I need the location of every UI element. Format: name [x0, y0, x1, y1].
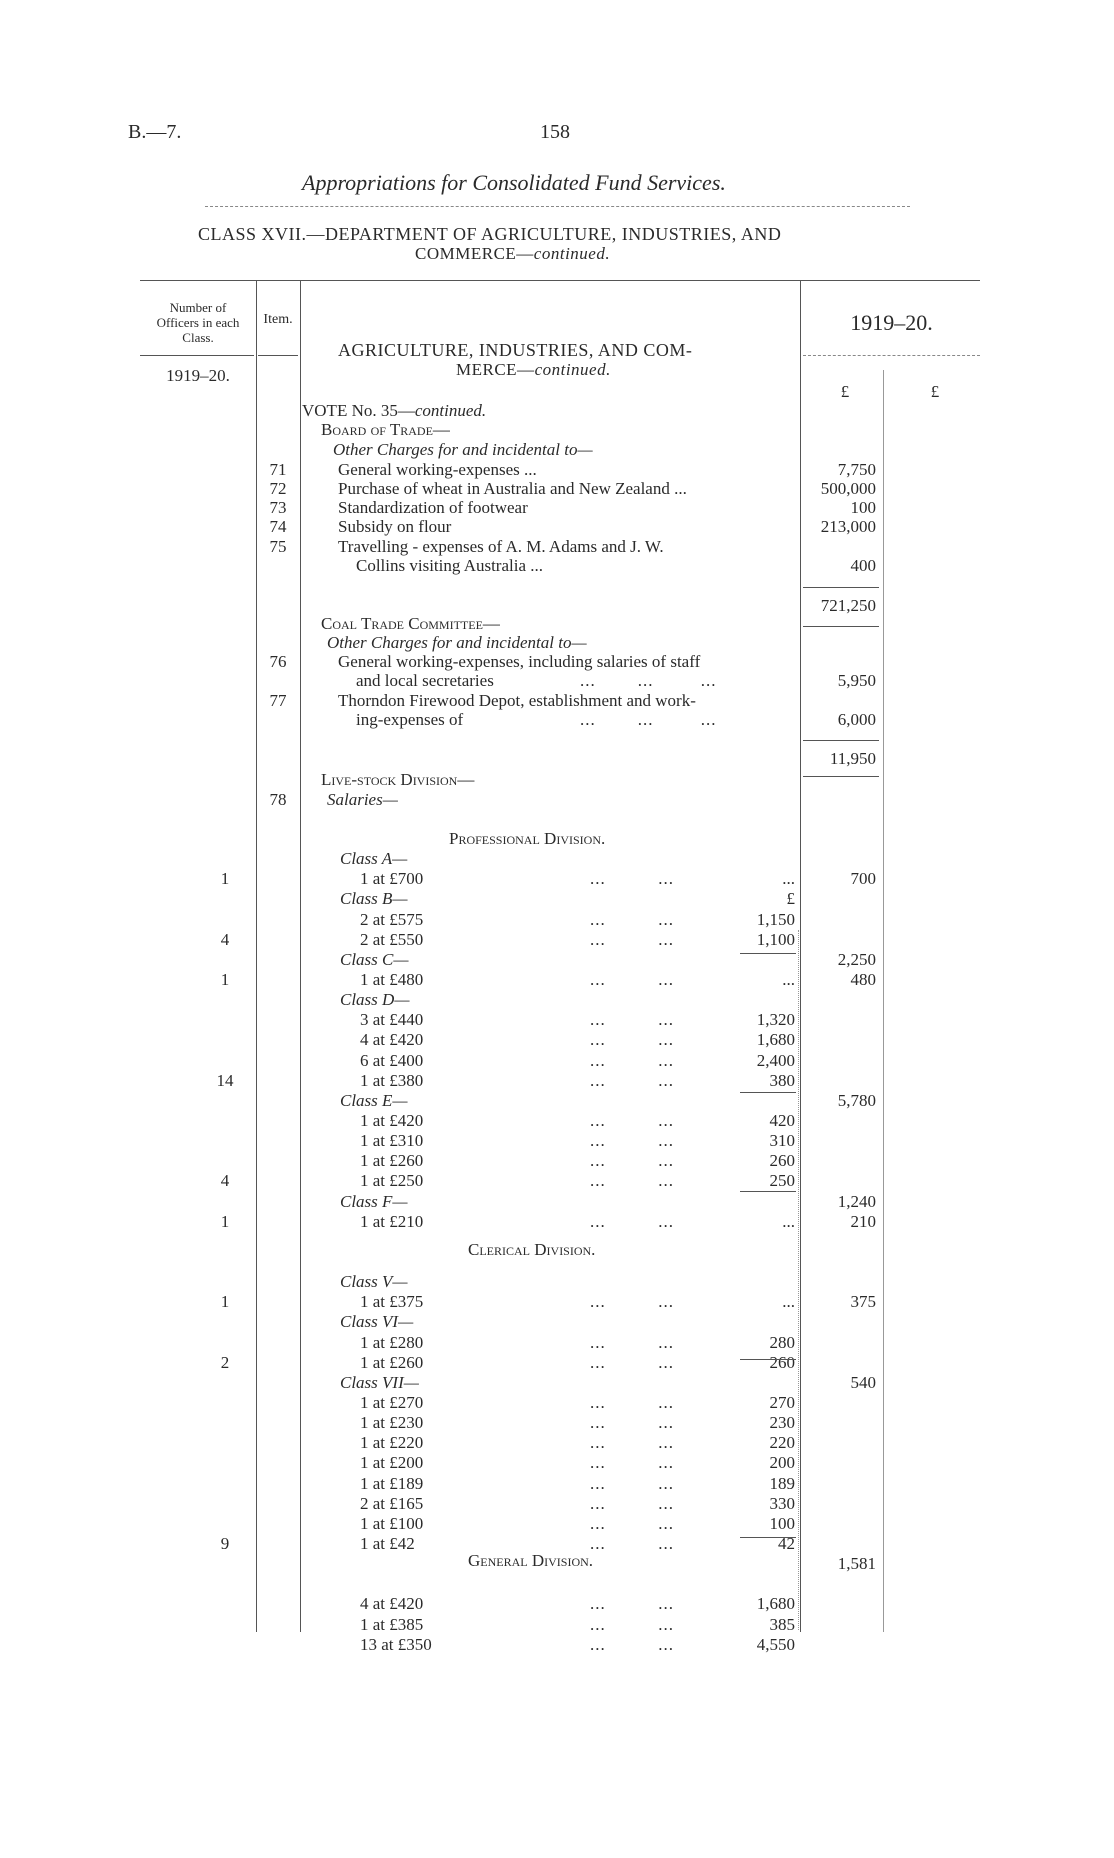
salary-rate: 1 at £310 — [360, 1131, 424, 1150]
title-rule — [205, 206, 910, 207]
salary-rate: 1 at £280 — [360, 1333, 424, 1352]
line-amount: 230 — [769, 1413, 795, 1432]
board-item-text: General working-expenses ... — [338, 460, 537, 479]
class-total-amount: 210 — [850, 1212, 876, 1231]
leader-dots: ... ... — [590, 1615, 674, 1634]
officers-head-rule — [140, 355, 254, 356]
coal-item-76-text-line1: General working-expenses, including salaries of staff — [338, 652, 701, 671]
officer-count: 1 — [220, 1212, 230, 1231]
board-item-text: Travelling - expenses of A. M. Adams and J. W. — [338, 537, 664, 556]
amount-subcolumn-divider — [883, 370, 884, 1632]
class-heading-line1: CLASS XVII.—DEPARTMENT OF AGRICULTURE, INDUSTRIES, AND — [198, 224, 782, 244]
salary-rate: 1 at £100 — [360, 1514, 424, 1533]
coal-total: 11,950 — [829, 749, 876, 768]
year-head-rule — [803, 355, 980, 356]
line-amount: 260 — [769, 1151, 795, 1170]
leader-dots: ... ... — [590, 1353, 674, 1372]
leader-dots: ... ... — [590, 1131, 674, 1150]
leader-dots: ... ... — [590, 1212, 674, 1231]
line-amount: 1,680 — [756, 1594, 795, 1613]
board-total-rule — [803, 626, 879, 627]
section-title-line1: AGRICULTURE, INDUSTRIES, AND COM- — [338, 340, 693, 360]
line-amount: 260 — [769, 1353, 795, 1372]
leader-dots: ... ... — [590, 1071, 674, 1090]
class-heading-word: COMMERCE— — [415, 244, 534, 263]
salary-rate: 1 at £42 — [360, 1534, 415, 1553]
table-top-rule — [140, 280, 980, 281]
pound-sign-column1: £ — [840, 382, 850, 401]
line-amount: 2,400 — [756, 1051, 795, 1070]
leader-dots: ... ... — [590, 1010, 674, 1029]
salary-rate: 4 at £420 — [360, 1030, 424, 1049]
item-number: 78 — [269, 790, 287, 809]
leader-dots: ... ... — [590, 1292, 674, 1311]
item-column-header: Item. — [263, 312, 293, 327]
salaries-label: Salaries— — [327, 790, 398, 809]
board-subtotal-rule — [803, 587, 879, 588]
line-amount: ... — [782, 869, 795, 888]
salary-rate: 1 at £200 — [360, 1453, 424, 1472]
class-label: Class D— — [340, 990, 410, 1009]
leader-dots: ... ... — [590, 1151, 674, 1170]
officer-count: 1 — [220, 1292, 230, 1311]
coal-subtotal-rule — [803, 740, 879, 741]
page-title: Appropriations for Consolidated Fund Services. — [302, 170, 726, 195]
officer-count: 2 — [220, 1353, 230, 1372]
class-heading-continued: continued. — [533, 244, 611, 263]
board-item-text: Subsidy on flour — [338, 517, 452, 536]
board-of-trade-heading: Board of Trade— — [321, 420, 450, 439]
coal-item-77-amount: 6,000 — [837, 710, 876, 729]
leader-dots: ... ... — [590, 1594, 674, 1613]
line-amount: ... — [782, 1292, 795, 1311]
line-amount: 100 — [769, 1514, 795, 1533]
leader-dots: ... ... — [590, 869, 674, 888]
officer-count: 14 — [216, 1071, 234, 1090]
coal-item-76-text-line2: and local secretaries — [356, 671, 494, 690]
line-amount: 4,550 — [756, 1635, 795, 1654]
salary-rate: 1 at £420 — [360, 1111, 424, 1130]
class-total-amount: 540 — [850, 1373, 876, 1392]
line-amount: 280 — [769, 1333, 795, 1352]
class-label: Class VII— — [340, 1373, 419, 1392]
leader-dots: ... ... — [590, 1514, 674, 1533]
line-amount: 220 — [769, 1433, 795, 1452]
salary-rate: 1 at £375 — [360, 1292, 424, 1311]
salary-rate: 1 at £210 — [360, 1212, 424, 1231]
class-label: Class B— — [340, 889, 408, 908]
class-label: Class F— — [340, 1192, 408, 1211]
salary-rate: 1 at £220 — [360, 1433, 424, 1452]
line-amount: £ — [786, 889, 795, 908]
line-amount: 1,100 — [756, 930, 795, 949]
leader-dots: ... ... — [590, 1534, 674, 1553]
class-label: Class V— — [340, 1272, 408, 1291]
item-number: 71 — [269, 460, 287, 479]
salary-rate: 1 at £385 — [360, 1615, 424, 1634]
mid-column-rule — [798, 930, 799, 1630]
leader-dots: ... ... — [590, 1030, 674, 1049]
officers-year: 1919–20. — [166, 366, 230, 385]
vote-heading — [302, 401, 486, 421]
leader-dots: ... ... ... — [580, 671, 717, 690]
line-amount: 42 — [778, 1534, 795, 1553]
salary-rate: 1 at £189 — [360, 1474, 424, 1493]
line-amount: 1,680 — [756, 1030, 795, 1049]
officer-count: 1 — [220, 970, 230, 989]
item-head-rule — [258, 355, 298, 356]
board-item-amount: 213,000 — [820, 517, 876, 536]
salary-rate: 13 at £350 — [360, 1635, 432, 1654]
line-amount: 385 — [769, 1615, 795, 1634]
class-total-amount: 2,250 — [837, 950, 876, 969]
salary-rate: 1 at £700 — [360, 869, 424, 888]
leader-dots: ... ... — [590, 1051, 674, 1070]
officer-count: 4 — [220, 1171, 230, 1190]
class-e-subtotal-rule — [740, 1191, 796, 1192]
board-item-amount: 400 — [850, 556, 876, 575]
salary-rate: 1 at £480 — [360, 970, 424, 989]
officers-column-header — [140, 300, 256, 345]
coal-item-77-text-line2: ing-expenses of — [356, 710, 464, 729]
board-item-text: Purchase of wheat in Australia and New Zealand ... — [338, 479, 687, 498]
class-vii-subtotal-rule — [740, 1537, 796, 1538]
leader-dots: ... ... ... — [580, 710, 717, 729]
coal-total-rule — [803, 776, 879, 777]
section-title-word: MERCE— — [456, 360, 535, 379]
item-number: 73 — [269, 498, 287, 517]
line-amount: 330 — [769, 1494, 795, 1513]
salary-rate: 1 at £380 — [360, 1071, 424, 1090]
salary-rate: 3 at £440 — [360, 1010, 424, 1029]
board-item-text: Standardization of footwear — [338, 498, 528, 517]
line-amount: 189 — [769, 1474, 795, 1493]
salary-rate: 1 at £260 — [360, 1151, 424, 1170]
leader-dots: ... ... — [590, 1111, 674, 1130]
class-label: Class E— — [340, 1091, 408, 1110]
board-item-amount: 7,750 — [837, 460, 876, 479]
page-number: 158 — [540, 121, 570, 143]
line-amount: 250 — [769, 1171, 795, 1190]
class-label: Class VI— — [340, 1312, 414, 1331]
clerical-division-heading: Clerical Division. — [468, 1240, 596, 1259]
vote-number: VOTE No. 35— — [302, 401, 415, 420]
item-number: 74 — [269, 517, 287, 536]
class-b-subtotal-rule — [740, 953, 796, 954]
line-amount: 380 — [769, 1071, 795, 1090]
board-item-amount: 500,000 — [820, 479, 876, 498]
livestock-division-heading: Live-stock Division— — [321, 770, 475, 789]
officers-header-line2: Officers in each — [156, 315, 240, 330]
officer-count: 9 — [220, 1534, 230, 1553]
leader-dots: ... ... — [590, 1474, 674, 1493]
leader-dots: ... ... — [590, 1333, 674, 1352]
leader-dots: ... ... — [590, 1635, 674, 1654]
salary-rate: 2 at £550 — [360, 930, 424, 949]
pound-sign-column2: £ — [930, 382, 940, 401]
item-number: 72 — [269, 479, 287, 498]
class-label: Class A— — [340, 849, 408, 868]
board-other-charges-label: Other Charges for and incidental to— — [333, 440, 593, 459]
salary-rate: 1 at £230 — [360, 1413, 424, 1432]
board-item-amount: 100 — [850, 498, 876, 517]
item-number: 77 — [269, 691, 287, 710]
salary-rate: 4 at £420 — [360, 1594, 424, 1613]
leader-dots: ... ... — [590, 1494, 674, 1513]
vote-continued: continued. — [414, 401, 487, 420]
line-amount: 420 — [769, 1111, 795, 1130]
line-amount: ... — [782, 970, 795, 989]
class-total-amount: 5,780 — [837, 1091, 876, 1110]
coal-trade-heading: Coal Trade Committee— — [321, 614, 500, 633]
board-item-text: Collins visiting Australia ... — [356, 556, 544, 575]
coal-other-charges-label: Other Charges for and incidental to— — [327, 633, 587, 652]
line-amount: 200 — [769, 1453, 795, 1472]
leader-dots: ... ... — [590, 1433, 674, 1452]
leader-dots: ... ... — [590, 1171, 674, 1190]
salary-rate: 2 at £165 — [360, 1494, 424, 1513]
board-total: 721,250 — [820, 596, 876, 615]
salary-rate: 1 at £250 — [360, 1171, 424, 1190]
line-amount: ... — [782, 1212, 795, 1231]
section-title-continued: continued. — [534, 360, 611, 379]
class-total-amount: 480 — [850, 970, 876, 989]
coal-item-77-text-line1: Thorndon Firewood Depot, establishment and work- — [338, 691, 696, 710]
class-vi-subtotal-rule — [740, 1359, 796, 1360]
officer-count: 4 — [220, 930, 230, 949]
class-heading-line2 — [415, 244, 610, 264]
section-title-line2 — [456, 360, 611, 380]
class-total-amount: 375 — [850, 1292, 876, 1311]
line-amount: 1,320 — [756, 1010, 795, 1029]
salary-rate: 6 at £400 — [360, 1051, 424, 1070]
coal-item-76-amount: 5,950 — [837, 671, 876, 690]
line-amount: 1,150 — [756, 910, 795, 929]
officers-header-line1: Number of — [169, 300, 227, 315]
item-number: 76 — [269, 652, 287, 671]
class-total-amount: 700 — [850, 869, 876, 888]
class-label: Class C— — [340, 950, 409, 969]
item-number: 75 — [269, 537, 287, 556]
salary-rate: 1 at £260 — [360, 1353, 424, 1372]
professional-division-heading: Professional Division. — [449, 829, 606, 848]
leader-dots: ... ... — [590, 910, 674, 929]
leader-dots: ... ... — [590, 970, 674, 989]
salary-rate: 2 at £575 — [360, 910, 424, 929]
leader-dots: ... ... — [590, 1453, 674, 1472]
salary-rate: 1 at £270 — [360, 1393, 424, 1412]
general-division-heading: General Division. — [468, 1551, 594, 1570]
leader-dots: ... ... — [590, 1393, 674, 1412]
document-reference: B.—7. — [128, 121, 182, 143]
line-amount: 310 — [769, 1131, 795, 1150]
class-total-amount: 1,581 — [837, 1554, 876, 1573]
year-column-header: 1919–20. — [850, 310, 933, 335]
officers-header-line3: Class. — [182, 330, 214, 345]
leader-dots: ... ... — [590, 1413, 674, 1432]
officer-count: 1 — [220, 869, 230, 888]
item-column-divider — [300, 280, 301, 1632]
class-total-amount: 1,240 — [837, 1192, 876, 1211]
line-amount: 270 — [769, 1393, 795, 1412]
class-d-subtotal-rule — [740, 1092, 796, 1093]
leader-dots: ... ... — [590, 930, 674, 949]
